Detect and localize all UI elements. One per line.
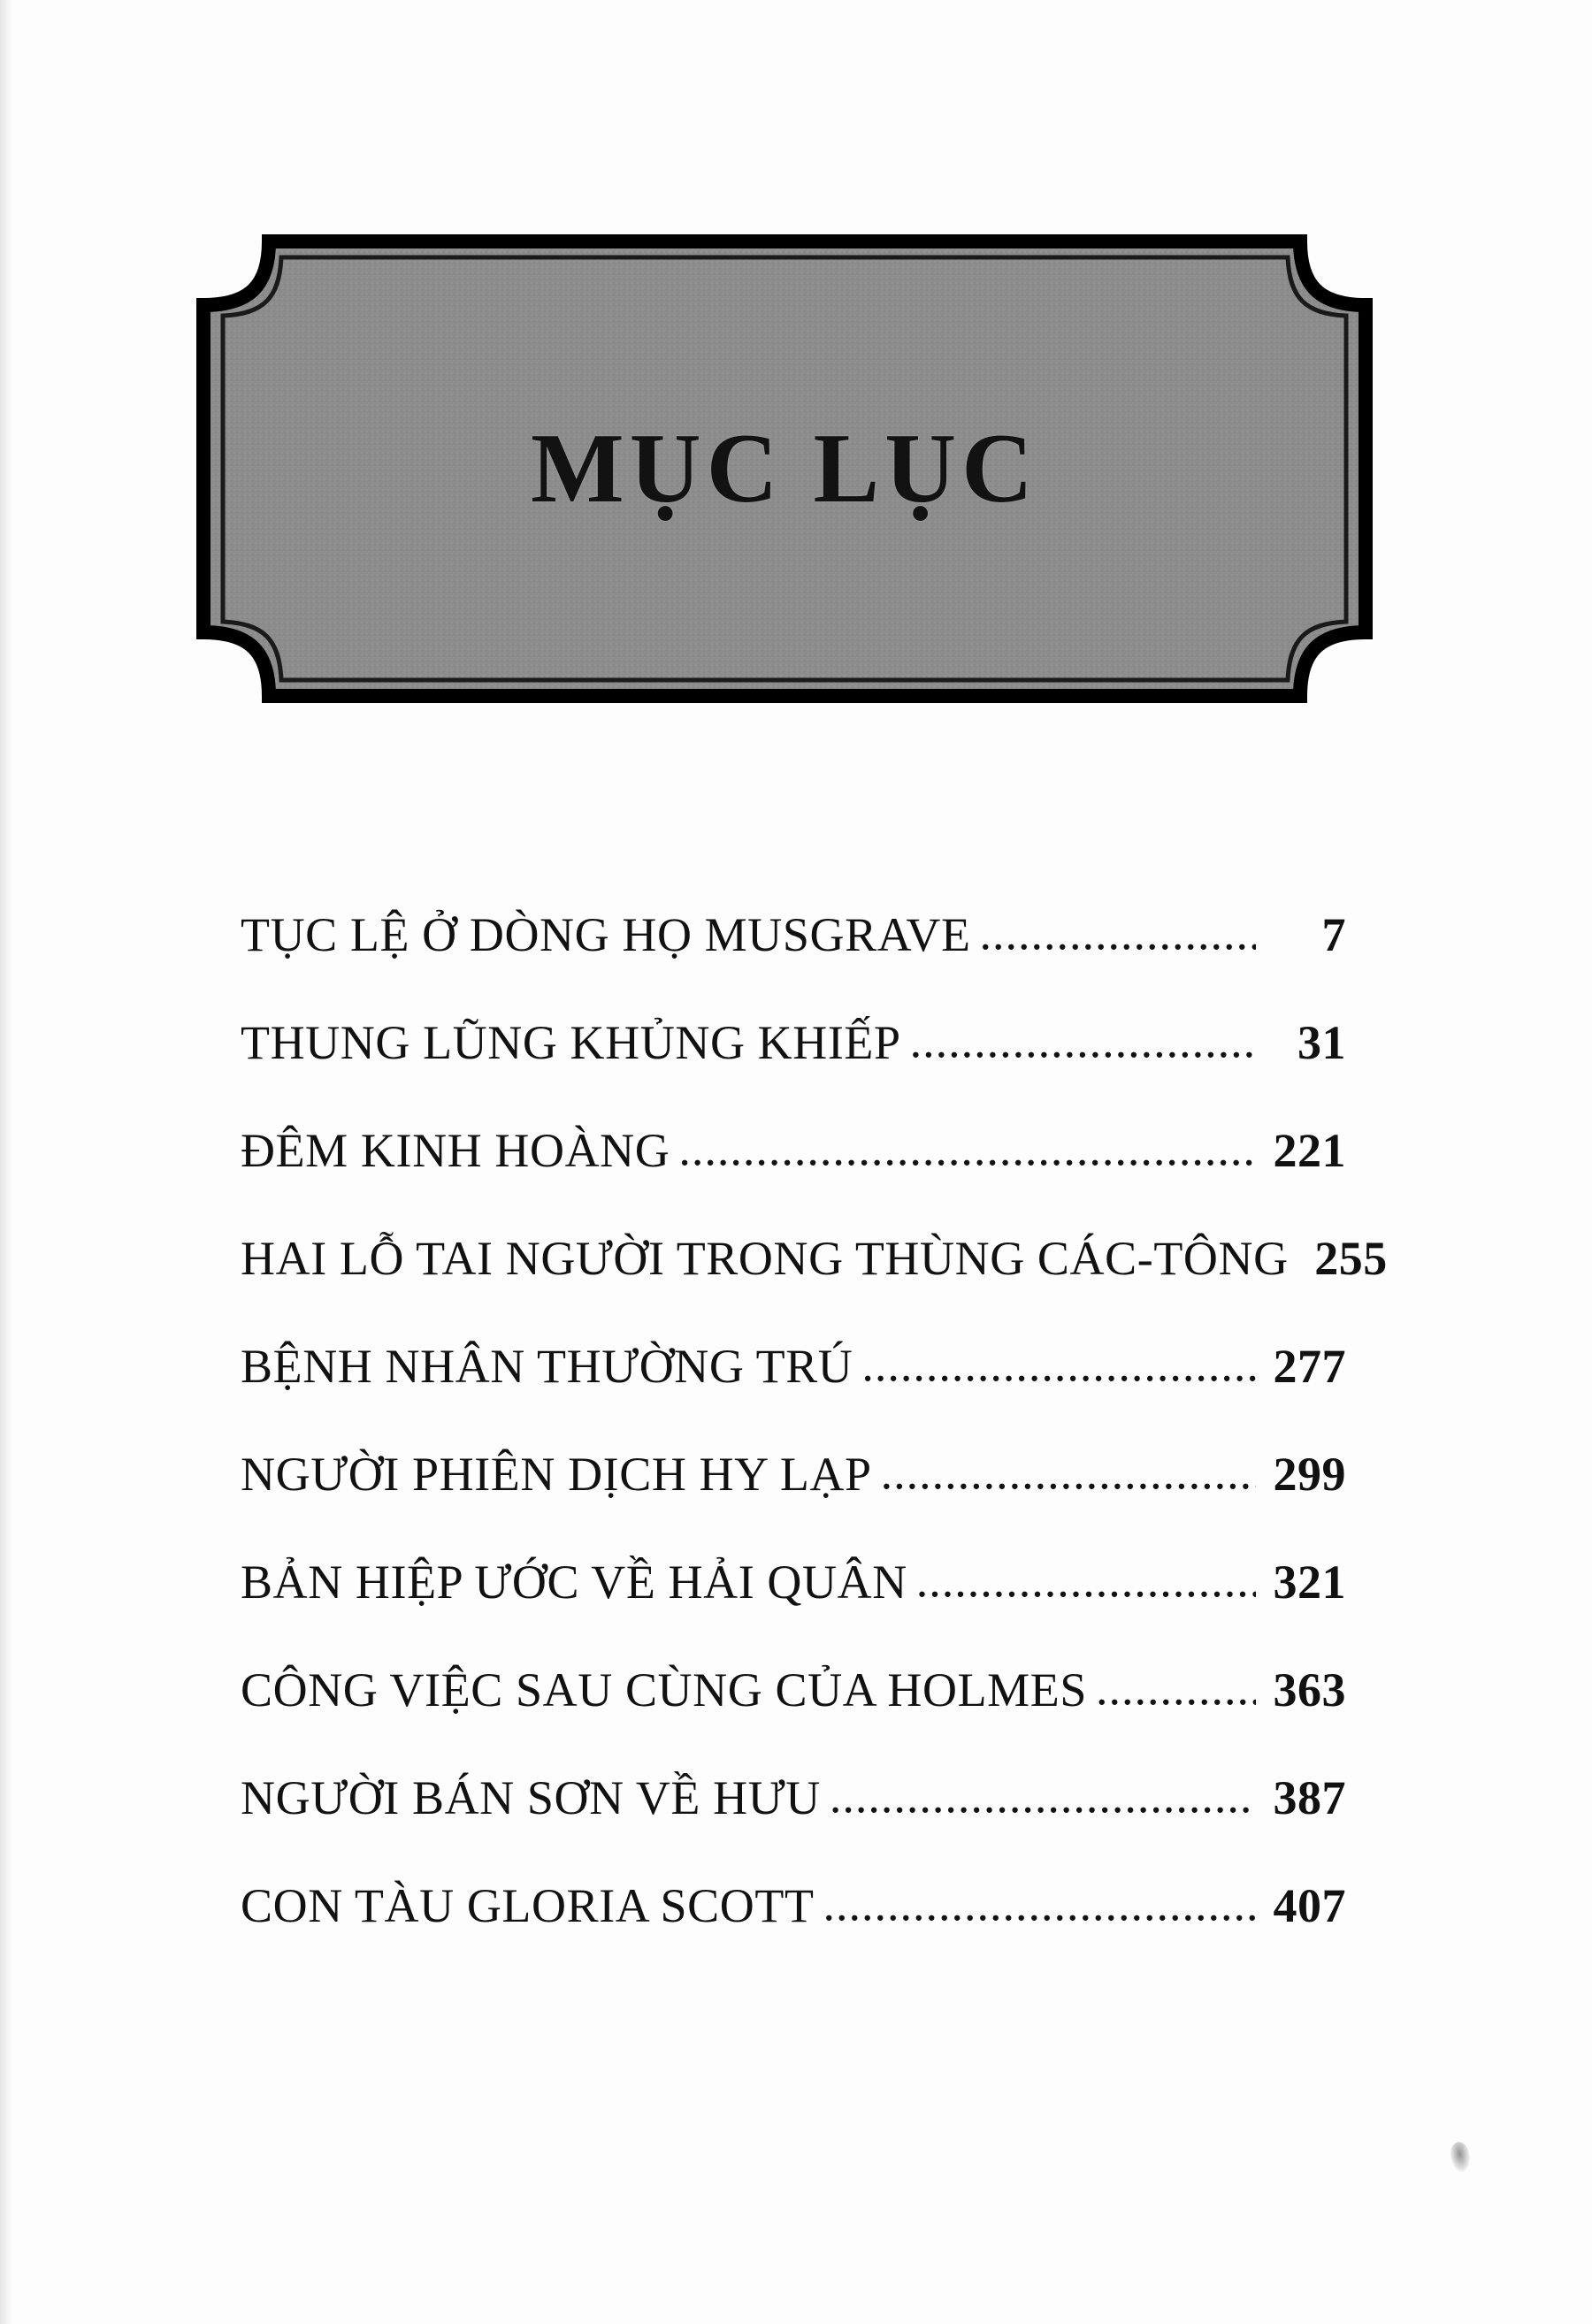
toc-entry-page: 321 — [1273, 1556, 1346, 1609]
toc-leader-dots — [916, 1563, 1256, 1606]
toc-entry-page: 363 — [1273, 1663, 1346, 1716]
table-of-contents — [241, 908, 1388, 1990]
page-edge-shadow — [0, 0, 12, 2324]
toc-entry[interactable] — [241, 1771, 1346, 1824]
toc-entry-title: CON TÀU GLORIA SCOTT — [241, 1879, 815, 1932]
toc-leader-dots — [861, 1348, 1256, 1390]
toc-entry-page: 31 — [1297, 1016, 1346, 1069]
toc-leader-dots — [823, 1887, 1256, 1930]
toc-entry-title: CÔNG VIỆC SAU CÙNG CỦA HOLMES — [241, 1663, 1087, 1716]
toc-entry-title: NGƯỜI BÁN SƠN VỀ HƯU — [241, 1771, 821, 1824]
toc-leader-dots — [678, 1132, 1256, 1174]
toc-entry-page: 387 — [1273, 1771, 1346, 1824]
toc-entry-title: TỤC LỆ Ở DÒNG HỌ MUSGRAVE — [241, 908, 971, 961]
toc-leader-dots — [1096, 1671, 1256, 1714]
toc-entry[interactable] — [241, 1879, 1346, 1932]
toc-entry-title: HAI LỖ TAI NGƯỜI TRONG THÙNG CÁC-TÔNG — [241, 1232, 1289, 1285]
toc-entry[interactable] — [241, 1016, 1346, 1069]
toc-leader-dots — [910, 1024, 1256, 1066]
toc-entry-page: 299 — [1273, 1448, 1346, 1501]
title-plaque — [196, 234, 1373, 703]
toc-entry-title: NGƯỜI PHIÊN DỊCH HY LẠP — [241, 1448, 872, 1501]
toc-entry[interactable] — [241, 1232, 1388, 1285]
toc-entry-page: 221 — [1273, 1124, 1346, 1177]
toc-entry[interactable] — [241, 1124, 1346, 1177]
toc-entry-title: ĐÊM KINH HOÀNG — [241, 1124, 670, 1177]
toc-entry-title: BỆNH NHÂN THƯỜNG TRÚ — [241, 1340, 853, 1393]
toc-entry-page: 255 — [1314, 1232, 1388, 1285]
page-title: MỤC LỤC — [531, 413, 1038, 524]
toc-entry[interactable] — [241, 1340, 1346, 1393]
toc-entry[interactable] — [241, 1663, 1346, 1716]
toc-entry[interactable] — [241, 1556, 1346, 1609]
toc-leader-dots — [980, 916, 1256, 959]
toc-entry-title: BẢN HIỆP ƯỚC VỀ HẢI QUÂN — [241, 1556, 907, 1609]
toc-entry-page: 277 — [1273, 1340, 1346, 1393]
toc-leader-dots — [830, 1779, 1256, 1822]
toc-entry[interactable] — [241, 1448, 1346, 1501]
paper-smudge — [1449, 2141, 1473, 2174]
toc-entry-page: 7 — [1321, 908, 1346, 961]
toc-leader-dots — [881, 1456, 1256, 1498]
toc-entry-title: THUNG LŨNG KHỦNG KHIẾP — [241, 1016, 901, 1069]
toc-entry[interactable] — [241, 908, 1346, 961]
toc-entry-page: 407 — [1273, 1879, 1346, 1932]
